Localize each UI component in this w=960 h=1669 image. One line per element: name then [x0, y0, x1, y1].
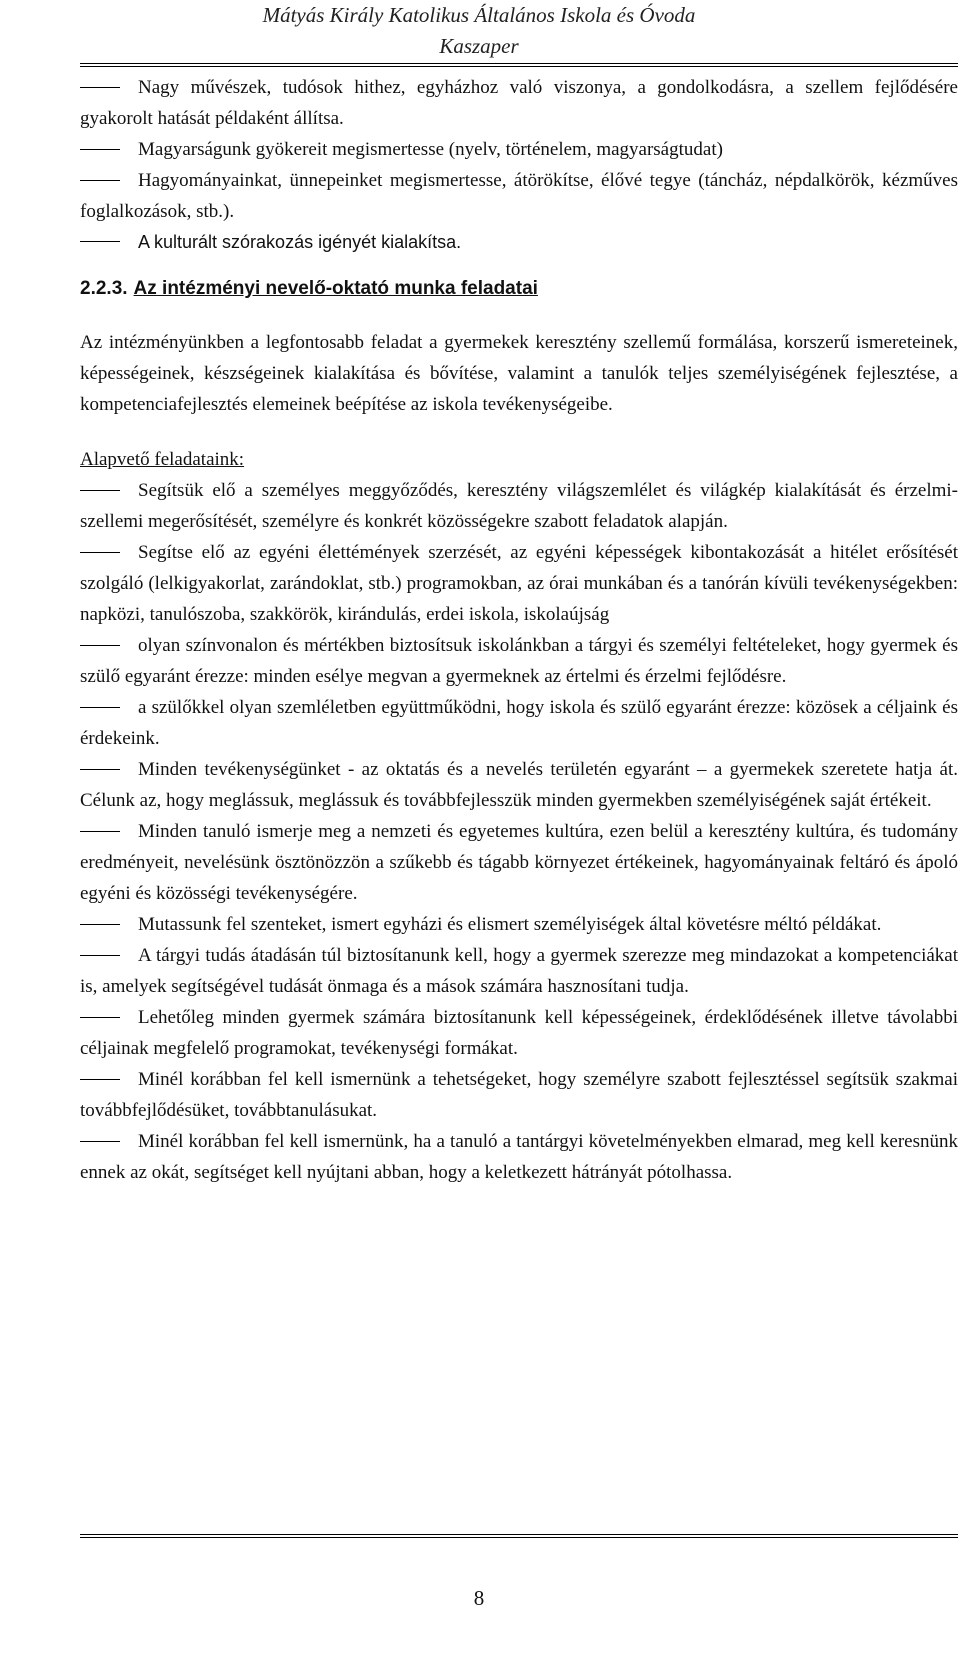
- task-list: [80, 475, 958, 1188]
- list-item: [80, 72, 958, 134]
- dash-bullet-icon: [80, 707, 120, 708]
- dash-bullet-icon: [80, 552, 120, 553]
- list-item: [80, 754, 958, 816]
- list-item: [80, 940, 958, 1002]
- list-item: [80, 537, 958, 630]
- dash-bullet-icon: [80, 241, 120, 242]
- list-item: [80, 909, 958, 940]
- list-item: [80, 816, 958, 909]
- list-item-text: A kulturált szórakozás igényét kialakítsa.: [138, 232, 462, 252]
- list-item-text: A tárgyi tudás átadásán túl biztosítanunk kell, hogy a gyermek szerezze meg mindazokat a kompetenciákat is, amelyek segítségével tudását önmaga és a mások számára hasznosítani tudja.: [80, 945, 958, 997]
- list-item: [80, 692, 958, 754]
- list-item-text: Segítse elő az egyéni élettémények szerzését, az egyéni képességek kibontakozását a hitélet erősítését szolgáló (lelkigyakorlat, zarándoklat, stb.) programokban, az órai munkában és a tanórán kívüli tevékenységekben: napközi, tanulószoba, szakkörök, kirándulás, erdei iskola, iskolaújság: [80, 542, 958, 625]
- list-item: [80, 475, 958, 537]
- dash-bullet-icon: [80, 645, 120, 646]
- dash-bullet-icon: [80, 1079, 120, 1080]
- list-item-text: olyan színvonalon és mértékben biztosítsuk iskolánkban a tárgyi és személyi feltételeket, hogy gyermek és szülő egyaránt érezze: minden esélye megvan a gyermeknek az értelmi és érzelmi fejlődésre.: [80, 635, 958, 687]
- list-item-text: Minél korábban fel kell ismernünk, ha a tanuló a tantárgyi követelményekben elmarad, meg kell keresnünk ennek az okát, segítséget kell nyújtani abban, hogy a keletkezett hátrányát pótolhassa.: [80, 1131, 958, 1183]
- dash-bullet-icon: [80, 490, 120, 491]
- page-number: 8: [473, 1586, 485, 1610]
- top-bullet-list: [80, 72, 958, 258]
- dash-bullet-icon: [80, 180, 120, 181]
- dash-bullet-icon: [80, 1141, 120, 1142]
- list-item-text: Segítsük elő a személyes meggyőződés, keresztény világszemlélet és világkép kialakítását és érzelmi-szellemi megerősítését, személyre és konkrét közösségekre szabott feladatok alapján.: [80, 480, 958, 532]
- list-item-text: Minél korábban fel kell ismernünk a tehetségeket, hogy személyre szabott fejlesztéssel segítsük szakmai továbbfejlődésüket, továbbtanulásukat.: [80, 1069, 958, 1121]
- dash-bullet-icon: [80, 769, 120, 770]
- list-item-text: Mutassunk fel szenteket, ismert egyházi és elismert személyiségek által követésre méltó példákat.: [138, 914, 882, 935]
- list-item: [80, 630, 958, 692]
- page-header: [80, 0, 878, 62]
- dash-bullet-icon: [80, 149, 120, 150]
- list-item-text: Nagy művészek, tudósok hithez, egyházhoz való viszonya, a gondolkodásra, a szellem fejlődésére gyakorolt hatását példaként állítsa.: [80, 77, 958, 129]
- list-item-text: Minden tanuló ismerje meg a nemzeti és egyetemes kultúra, ezen belül a keresztény kultúra, és tudomány eredményeit, nevelésünk ösztönözzön a szűkebb és tágabb környezet értékeinek, hagyományainak feltáró és ápoló egyéni és közösségi tevékenységére.: [80, 821, 958, 904]
- list-item-text: Magyarságunk gyökereit megismertesse (nyelv, történelem, magyarságtudat): [138, 139, 723, 160]
- header-divider: [80, 63, 958, 67]
- list-item-text: Hagyományainkat, ünnepeinket megismertesse, átörökítse, élővé tegye (táncház, népdalkörök, kézműves foglalkozások, stb.).: [80, 170, 958, 222]
- list-item: [80, 227, 958, 258]
- section-number: 2.2.3.: [80, 278, 128, 299]
- intro-paragraph: Az intézményünkben a legfontosabb feladat a gyermekek keresztény szellemű formálása, korszerű ismereteinek, képességeinek, készségeinek kialakítása és bővítése, valamint a tanulók teljes személyiségének fejlesztése, a kompetenciafejlesztés elemeinek beépítése az iskola tevékenységeibe.: [80, 332, 958, 415]
- dash-bullet-icon: [80, 924, 120, 925]
- list-item: [80, 1064, 958, 1126]
- list-item-text: a szülőkkel olyan szemléletben együttműködni, hogy iskola és szülő egyaránt érezze: közösek a céljaink és érdekeink.: [80, 697, 958, 749]
- list-item: [80, 134, 958, 165]
- list-item-text: Lehetőleg minden gyermek számára biztosítanunk kell képességeinek, érdeklődésének illetve távolabbi céljainak megfelelő programokat, tevékenységi formákat.: [80, 1007, 958, 1059]
- page-content: [80, 72, 958, 1188]
- dash-bullet-icon: [80, 955, 120, 956]
- list-item: [80, 1002, 958, 1064]
- header-school-name: Mátyás Király Katolikus Általános Iskola és Óvoda: [262, 3, 696, 27]
- dash-bullet-icon: [80, 831, 120, 832]
- subheading: Alapvető feladataink:: [80, 449, 245, 470]
- dash-bullet-icon: [80, 1017, 120, 1018]
- list-item: [80, 165, 958, 227]
- dash-bullet-icon: [80, 87, 120, 88]
- list-item-text: Minden tevékenységünket - az oktatás és a nevelés területén egyaránt – a gyermekek szeretete hatja át. Célunk az, hogy meglássuk, meglássuk és továbbfejlesszük minden gyermekben személyiségének saját értékeit.: [80, 759, 958, 811]
- header-town: Kaszaper: [439, 34, 519, 58]
- section-title: Az intézményi nevelő-oktató munka feladatai: [133, 278, 538, 299]
- list-item: [80, 1126, 958, 1188]
- section-heading: [80, 273, 958, 304]
- footer-divider: [80, 1534, 958, 1538]
